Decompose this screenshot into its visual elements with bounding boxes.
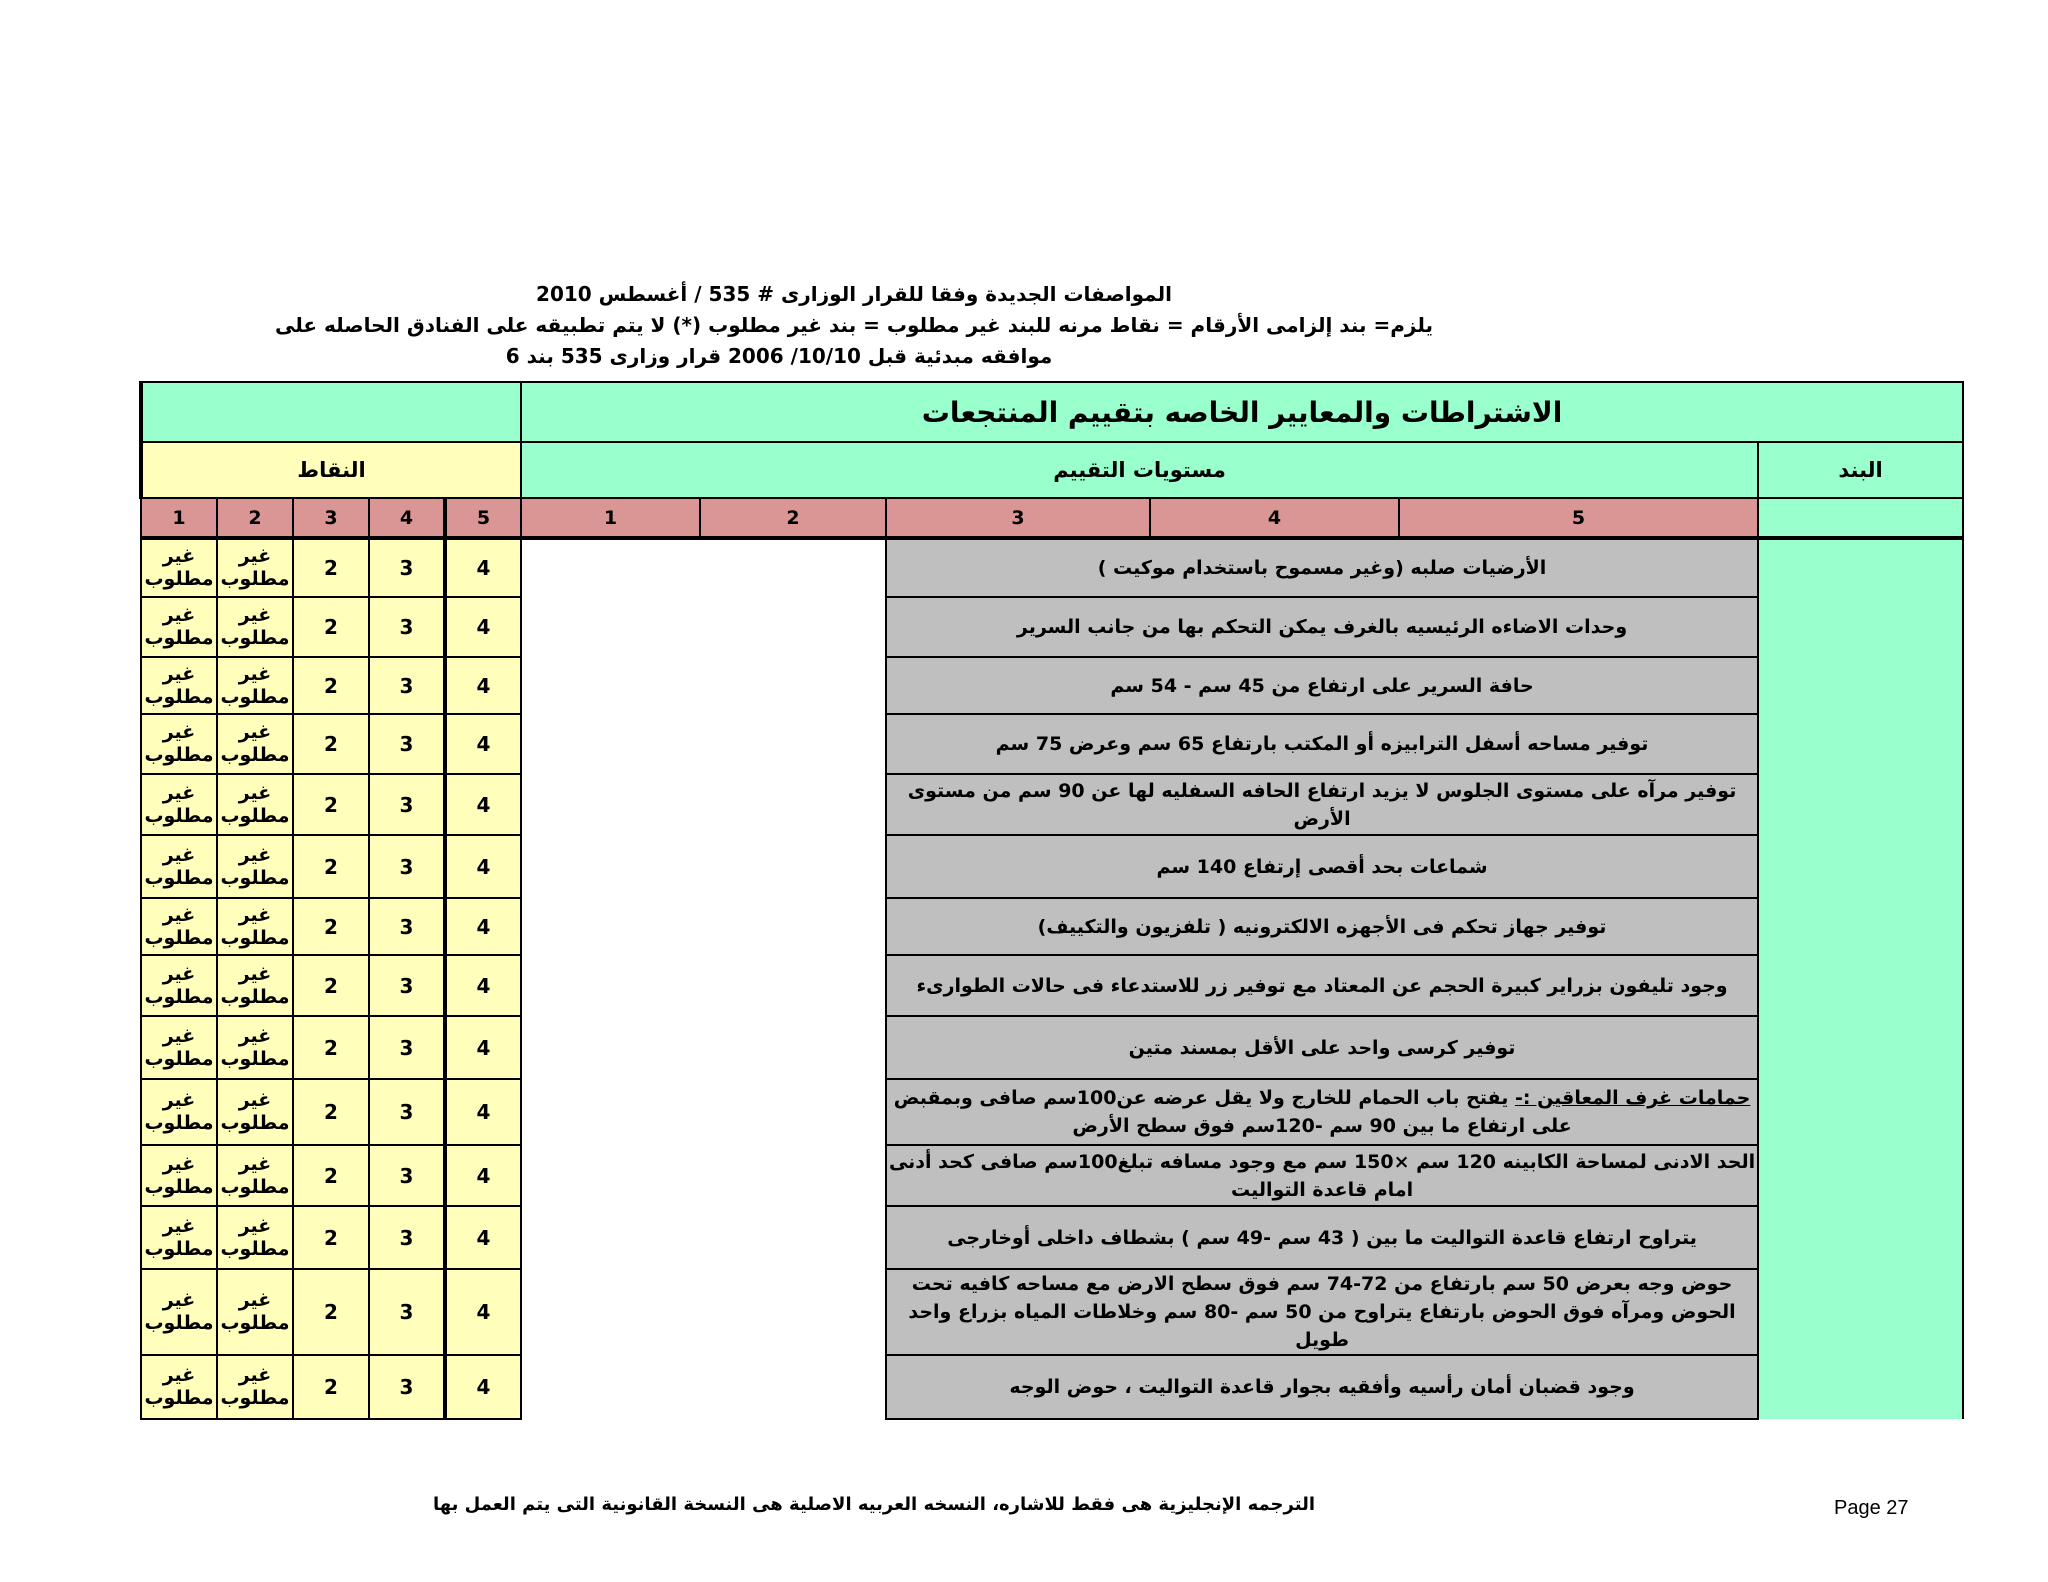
points-5-value: 4 bbox=[445, 1355, 521, 1419]
points-4-value: 3 bbox=[369, 835, 445, 898]
points-1-not-required: غير مطلوب bbox=[141, 1145, 217, 1206]
points-1-not-required: غير مطلوب bbox=[141, 898, 217, 955]
criterion-text bbox=[886, 538, 1758, 597]
table-row bbox=[141, 1355, 1963, 1419]
item-header: البند bbox=[1758, 442, 1963, 498]
points-3-value: 2 bbox=[293, 714, 369, 774]
points-1-not-required: غير مطلوب bbox=[141, 538, 217, 597]
points-1-not-required: غير مطلوب bbox=[141, 657, 217, 714]
levels-1-2-blank bbox=[521, 1079, 886, 1145]
document-header-line1: المواصفات الجديدة وفقا للقرار الوزارى # 535 / أغسطس 2010 bbox=[536, 282, 1172, 306]
points-2-not-required: غير مطلوب bbox=[217, 1079, 293, 1145]
criterion-body: وحدات الاضاءه الرئيسيه بالغرف يمكن التحكم بها من جانب السرير bbox=[1016, 616, 1628, 638]
points-2-not-required: غير مطلوب bbox=[217, 1269, 293, 1355]
criterion-text bbox=[886, 1016, 1758, 1079]
points-5-value: 4 bbox=[445, 714, 521, 774]
levels-1-2-blank bbox=[521, 1355, 886, 1419]
levels-1-2-blank bbox=[521, 955, 886, 1016]
levels-1-2-blank bbox=[521, 835, 886, 898]
criterion-text bbox=[886, 1145, 1758, 1206]
level-number-3: 3 bbox=[886, 498, 1150, 538]
table-row bbox=[141, 597, 1963, 657]
points-3-value: 2 bbox=[293, 597, 369, 657]
points-4-value: 3 bbox=[369, 955, 445, 1016]
points-3-value: 2 bbox=[293, 538, 369, 597]
criterion-text bbox=[886, 1269, 1758, 1355]
table-row bbox=[141, 1206, 1963, 1269]
criterion-text bbox=[886, 835, 1758, 898]
criterion-text bbox=[886, 774, 1758, 835]
points-4-value: 3 bbox=[369, 1206, 445, 1269]
table-row bbox=[141, 898, 1963, 955]
table-row bbox=[141, 835, 1963, 898]
title-blank-cell bbox=[141, 382, 521, 442]
points-1-not-required: غير مطلوب bbox=[141, 597, 217, 657]
level-number-4: 4 bbox=[1150, 498, 1399, 538]
points-number-1: 1 bbox=[141, 498, 217, 538]
criterion-text bbox=[886, 657, 1758, 714]
points-1-not-required: غير مطلوب bbox=[141, 835, 217, 898]
points-4-value: 3 bbox=[369, 714, 445, 774]
criterion-text bbox=[886, 898, 1758, 955]
criterion-body: حوض وجه بعرض 50 سم بارتفاع من 72-74 سم فوق سطح الارض مع مساحه كافيه تحت الحوض ومرآه فوق الحوض بارتفاع يتراوح من 50 سم -80 سم وخلاطات المياه بزراع واحد طويل bbox=[908, 1273, 1736, 1351]
points-2-not-required: غير مطلوب bbox=[217, 898, 293, 955]
points-3-value: 2 bbox=[293, 955, 369, 1016]
points-2-not-required: غير مطلوب bbox=[217, 774, 293, 835]
table-row bbox=[141, 1079, 1963, 1145]
points-1-not-required: غير مطلوب bbox=[141, 955, 217, 1016]
item-cell bbox=[1758, 955, 1963, 1016]
document-header-line2: يلزم= بند إلزامى الأرقام = نقاط مرنه للبند غير مطلوب = بند غير مطلوب (*) لا يتم تطبيقه على الفنادق الحاصله على bbox=[274, 313, 1434, 337]
item-cell bbox=[1758, 597, 1963, 657]
criterion-body: شماعات بحد أقصى إرتفاع 140 سم bbox=[1156, 855, 1488, 878]
points-2-not-required: غير مطلوب bbox=[217, 835, 293, 898]
table-row bbox=[141, 1016, 1963, 1079]
levels-1-2-blank bbox=[521, 597, 886, 657]
levels-1-2-blank bbox=[521, 538, 886, 597]
table-row bbox=[141, 955, 1963, 1016]
levels-1-2-blank bbox=[521, 714, 886, 774]
points-1-not-required: غير مطلوب bbox=[141, 1079, 217, 1145]
item-cell bbox=[1758, 1145, 1963, 1206]
points-5-value: 4 bbox=[445, 955, 521, 1016]
points-3-value: 2 bbox=[293, 1206, 369, 1269]
points-number-3: 3 bbox=[293, 498, 369, 538]
criterion-text bbox=[886, 714, 1758, 774]
table-row bbox=[141, 538, 1963, 597]
item-cell bbox=[1758, 1269, 1963, 1355]
points-1-not-required: غير مطلوب bbox=[141, 774, 217, 835]
points-5-value: 4 bbox=[445, 898, 521, 955]
table-row bbox=[141, 1145, 1963, 1206]
levels-1-2-blank bbox=[521, 657, 886, 714]
item-cell bbox=[1758, 1355, 1963, 1419]
item-cell bbox=[1758, 1206, 1963, 1269]
table-title: الاشتراطات والمعايير الخاصه بتقييم المنتجعات bbox=[521, 382, 1963, 442]
criterion-body: وجود تليفون بزراير كبيرة الحجم عن المعتاد مع توفير زر للاستدعاء فى حالات الطوارىء bbox=[916, 974, 1728, 997]
points-4-value: 3 bbox=[369, 1269, 445, 1355]
levels-1-2-blank bbox=[521, 1145, 886, 1206]
points-4-value: 3 bbox=[369, 1145, 445, 1206]
points-number-4: 4 bbox=[369, 498, 445, 538]
level-number-5: 5 bbox=[1399, 498, 1758, 538]
points-2-not-required: غير مطلوب bbox=[217, 714, 293, 774]
points-5-value: 4 bbox=[445, 1206, 521, 1269]
points-2-not-required: غير مطلوب bbox=[217, 657, 293, 714]
criterion-text bbox=[886, 955, 1758, 1016]
item-number-blank bbox=[1758, 498, 1963, 538]
table-row bbox=[141, 774, 1963, 835]
table-row bbox=[141, 1269, 1963, 1355]
level-number-2: 2 bbox=[700, 498, 886, 538]
points-4-value: 3 bbox=[369, 538, 445, 597]
criterion-body: توفير مرآه على مستوى الجلوس لا يزيد ارتفاع الحافه السفليه لها عن 90 سم من مستوى الأرض bbox=[907, 779, 1737, 830]
points-5-value: 4 bbox=[445, 597, 521, 657]
points-1-not-required: غير مطلوب bbox=[141, 1269, 217, 1355]
criterion-body: الحد الادنى لمساحة الكابينه 120 سم ×150 سم مع وجود مسافه تبلغ100سم صافى كحد أدنى امام قاعدة التواليت bbox=[888, 1150, 1756, 1201]
criterion-body: توفير جهاز تحكم فى الأجهزه الالكترونيه ( تلفزيون والتكييف) bbox=[1037, 915, 1607, 938]
points-1-not-required: غير مطلوب bbox=[141, 1355, 217, 1419]
points-3-value: 2 bbox=[293, 898, 369, 955]
points-3-value: 2 bbox=[293, 1269, 369, 1355]
points-4-value: 3 bbox=[369, 597, 445, 657]
levels-1-2-blank bbox=[521, 1269, 886, 1355]
points-2-not-required: غير مطلوب bbox=[217, 538, 293, 597]
item-cell bbox=[1758, 538, 1963, 597]
levels-1-2-blank bbox=[521, 1206, 886, 1269]
points-3-value: 2 bbox=[293, 774, 369, 835]
criterion-body: توفير مساحه أسفل الترابيزه أو المكتب بارتفاع 65 سم وعرض 75 سم bbox=[995, 733, 1649, 755]
points-number-5: 5 bbox=[445, 498, 521, 538]
points-5-value: 4 bbox=[445, 657, 521, 714]
item-cell bbox=[1758, 835, 1963, 898]
item-cell bbox=[1758, 898, 1963, 955]
criterion-text bbox=[886, 1079, 1758, 1145]
table-row bbox=[141, 657, 1963, 714]
item-cell bbox=[1758, 1079, 1963, 1145]
points-header: النقاط bbox=[141, 442, 521, 498]
points-5-value: 4 bbox=[445, 774, 521, 835]
points-3-value: 2 bbox=[293, 1079, 369, 1145]
criterion-body: الأرضيات صلبه (وغير مسموح باستخدام موكيت ) bbox=[1097, 557, 1547, 579]
criterion-body: توفير كرسى واحد على الأقل بمسند متين bbox=[1128, 1036, 1516, 1059]
level-number-1: 1 bbox=[521, 498, 700, 538]
points-2-not-required: غير مطلوب bbox=[217, 597, 293, 657]
levels-1-2-blank bbox=[521, 774, 886, 835]
criterion-text bbox=[886, 1206, 1758, 1269]
table-row bbox=[141, 714, 1963, 774]
criterion-body: وجود قضبان أمان رأسيه وأفقيه بجوار قاعدة التواليت ، حوض الوجه bbox=[1009, 1376, 1635, 1398]
item-cell bbox=[1758, 714, 1963, 774]
criterion-body: يفتح باب الحمام للخارج ولا يقل عرضه عن100سم صافى وبمقبض على ارتفاع ما بين 90 سم -120سم فوق سطح الأرض bbox=[893, 1087, 1572, 1137]
points-5-value: 4 bbox=[445, 1269, 521, 1355]
points-4-value: 3 bbox=[369, 774, 445, 835]
points-5-value: 4 bbox=[445, 1016, 521, 1079]
criterion-body: يتراوح ارتفاع قاعدة التواليت ما بين ( 43 سم -49 سم ) بشطاف داخلى أوخارجى bbox=[947, 1226, 1697, 1249]
points-4-value: 3 bbox=[369, 898, 445, 955]
points-1-not-required: غير مطلوب bbox=[141, 1206, 217, 1269]
criterion-text bbox=[886, 597, 1758, 657]
points-4-value: 3 bbox=[369, 1355, 445, 1419]
criterion-body: حافة السرير على ارتفاع من 45 سم - 54 سم bbox=[1110, 674, 1534, 697]
levels-header: مستويات التقييم bbox=[521, 442, 1758, 498]
points-3-value: 2 bbox=[293, 835, 369, 898]
points-2-not-required: غير مطلوب bbox=[217, 1016, 293, 1079]
page-number: Page 27 bbox=[1834, 1497, 1909, 1519]
points-4-value: 3 bbox=[369, 1016, 445, 1079]
points-2-not-required: غير مطلوب bbox=[217, 1145, 293, 1206]
points-4-value: 3 bbox=[369, 657, 445, 714]
footer-note bbox=[0, 1494, 2048, 1515]
item-cell bbox=[1758, 657, 1963, 714]
criteria-table bbox=[139, 381, 1964, 1420]
points-3-value: 2 bbox=[293, 1355, 369, 1419]
points-number-2: 2 bbox=[217, 498, 293, 538]
footer-note-text: الترجمه الإنجليزية هى فقط للاشاره، النسخه العربيه الاصلية هى النسخة القانونية التى يتم العمل بها bbox=[432, 1494, 1316, 1515]
levels-1-2-blank bbox=[521, 1016, 886, 1079]
points-3-value: 2 bbox=[293, 1016, 369, 1079]
criterion-heading: حمامات غرف المعاقين :- bbox=[1514, 1087, 1751, 1109]
points-5-value: 4 bbox=[445, 538, 521, 597]
document-header-line3: موافقه مبدئية قبل 10/10/ 2006 قرار وزارى 535 بند 6 bbox=[505, 344, 1053, 368]
points-1-not-required: غير مطلوب bbox=[141, 714, 217, 774]
points-5-value: 4 bbox=[445, 1145, 521, 1206]
points-3-value: 2 bbox=[293, 1145, 369, 1206]
points-2-not-required: غير مطلوب bbox=[217, 1355, 293, 1419]
points-2-not-required: غير مطلوب bbox=[217, 1206, 293, 1269]
points-4-value: 3 bbox=[369, 1079, 445, 1145]
criterion-text bbox=[886, 1355, 1758, 1419]
points-5-value: 4 bbox=[445, 1079, 521, 1145]
item-cell bbox=[1758, 1016, 1963, 1079]
points-2-not-required: غير مطلوب bbox=[217, 955, 293, 1016]
points-1-not-required: غير مطلوب bbox=[141, 1016, 217, 1079]
points-3-value: 2 bbox=[293, 657, 369, 714]
points-5-value: 4 bbox=[445, 835, 521, 898]
levels-1-2-blank bbox=[521, 898, 886, 955]
item-cell bbox=[1758, 774, 1963, 835]
